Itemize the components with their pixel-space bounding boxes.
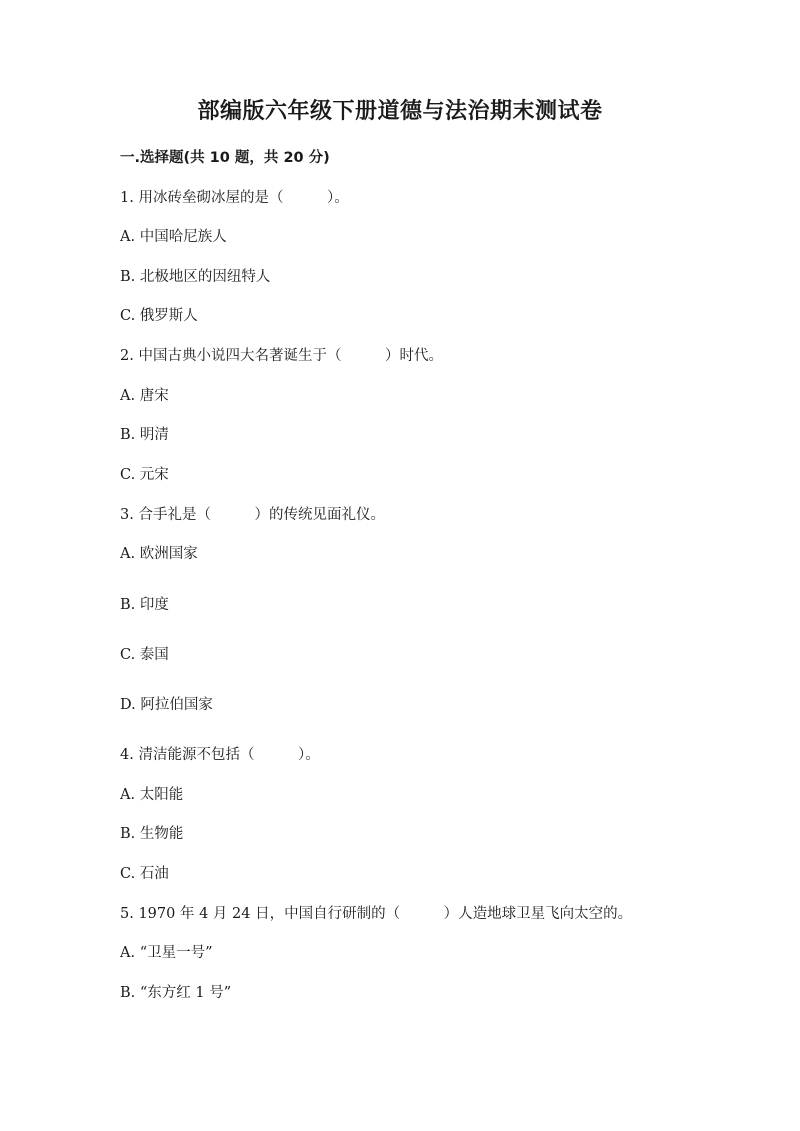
- question-2-stem: 2. 中国古典小说四大名著诞生于（ ）时代。: [120, 348, 443, 364]
- question-4-option-c: C. 石油: [120, 866, 169, 882]
- page-title: 部编版六年级下册道德与法治期末测试卷: [197, 99, 603, 124]
- section-heading: 一.选择题(共 10 题，共 20 分): [120, 150, 330, 166]
- question-1-option-c: C. 俄罗斯人: [120, 308, 198, 324]
- question-2-option-a: A. 唐宋: [120, 388, 169, 404]
- question-5-stem: 5. 1970 年 4 月 24 日，中国自行研制的（ ）人造地球卫星飞向太空的。: [120, 906, 633, 922]
- question-3-option-c: C. 泰国: [120, 647, 169, 663]
- question-4-option-a: A. 太阳能: [120, 787, 184, 803]
- question-4-option-b: B. 生物能: [120, 826, 184, 842]
- question-3-option-d: D. 阿拉伯国家: [120, 697, 213, 713]
- question-1-option-b: B. 北极地区的因纽特人: [120, 269, 271, 285]
- question-3-stem: 3. 合手礼是（ ）的传统见面礼仪。: [120, 507, 385, 523]
- question-1-stem: 1. 用冰砖垒砌冰屋的是（ ）。: [120, 190, 349, 206]
- question-1-option-a: A. 中国哈尼族人: [120, 229, 227, 245]
- question-5-option-a: A. “卫星一号”: [120, 945, 213, 961]
- question-4-stem: 4. 清洁能源不包括（ ）。: [120, 747, 320, 763]
- question-2-option-b: B. 明清: [120, 427, 169, 443]
- question-5-option-b: B. “东方红 1 号”: [120, 985, 232, 1001]
- question-3-option-b: B. 印度: [120, 597, 169, 613]
- question-3-option-a: A. 欧洲国家: [120, 546, 198, 562]
- question-2-option-c: C. 元宋: [120, 467, 169, 483]
